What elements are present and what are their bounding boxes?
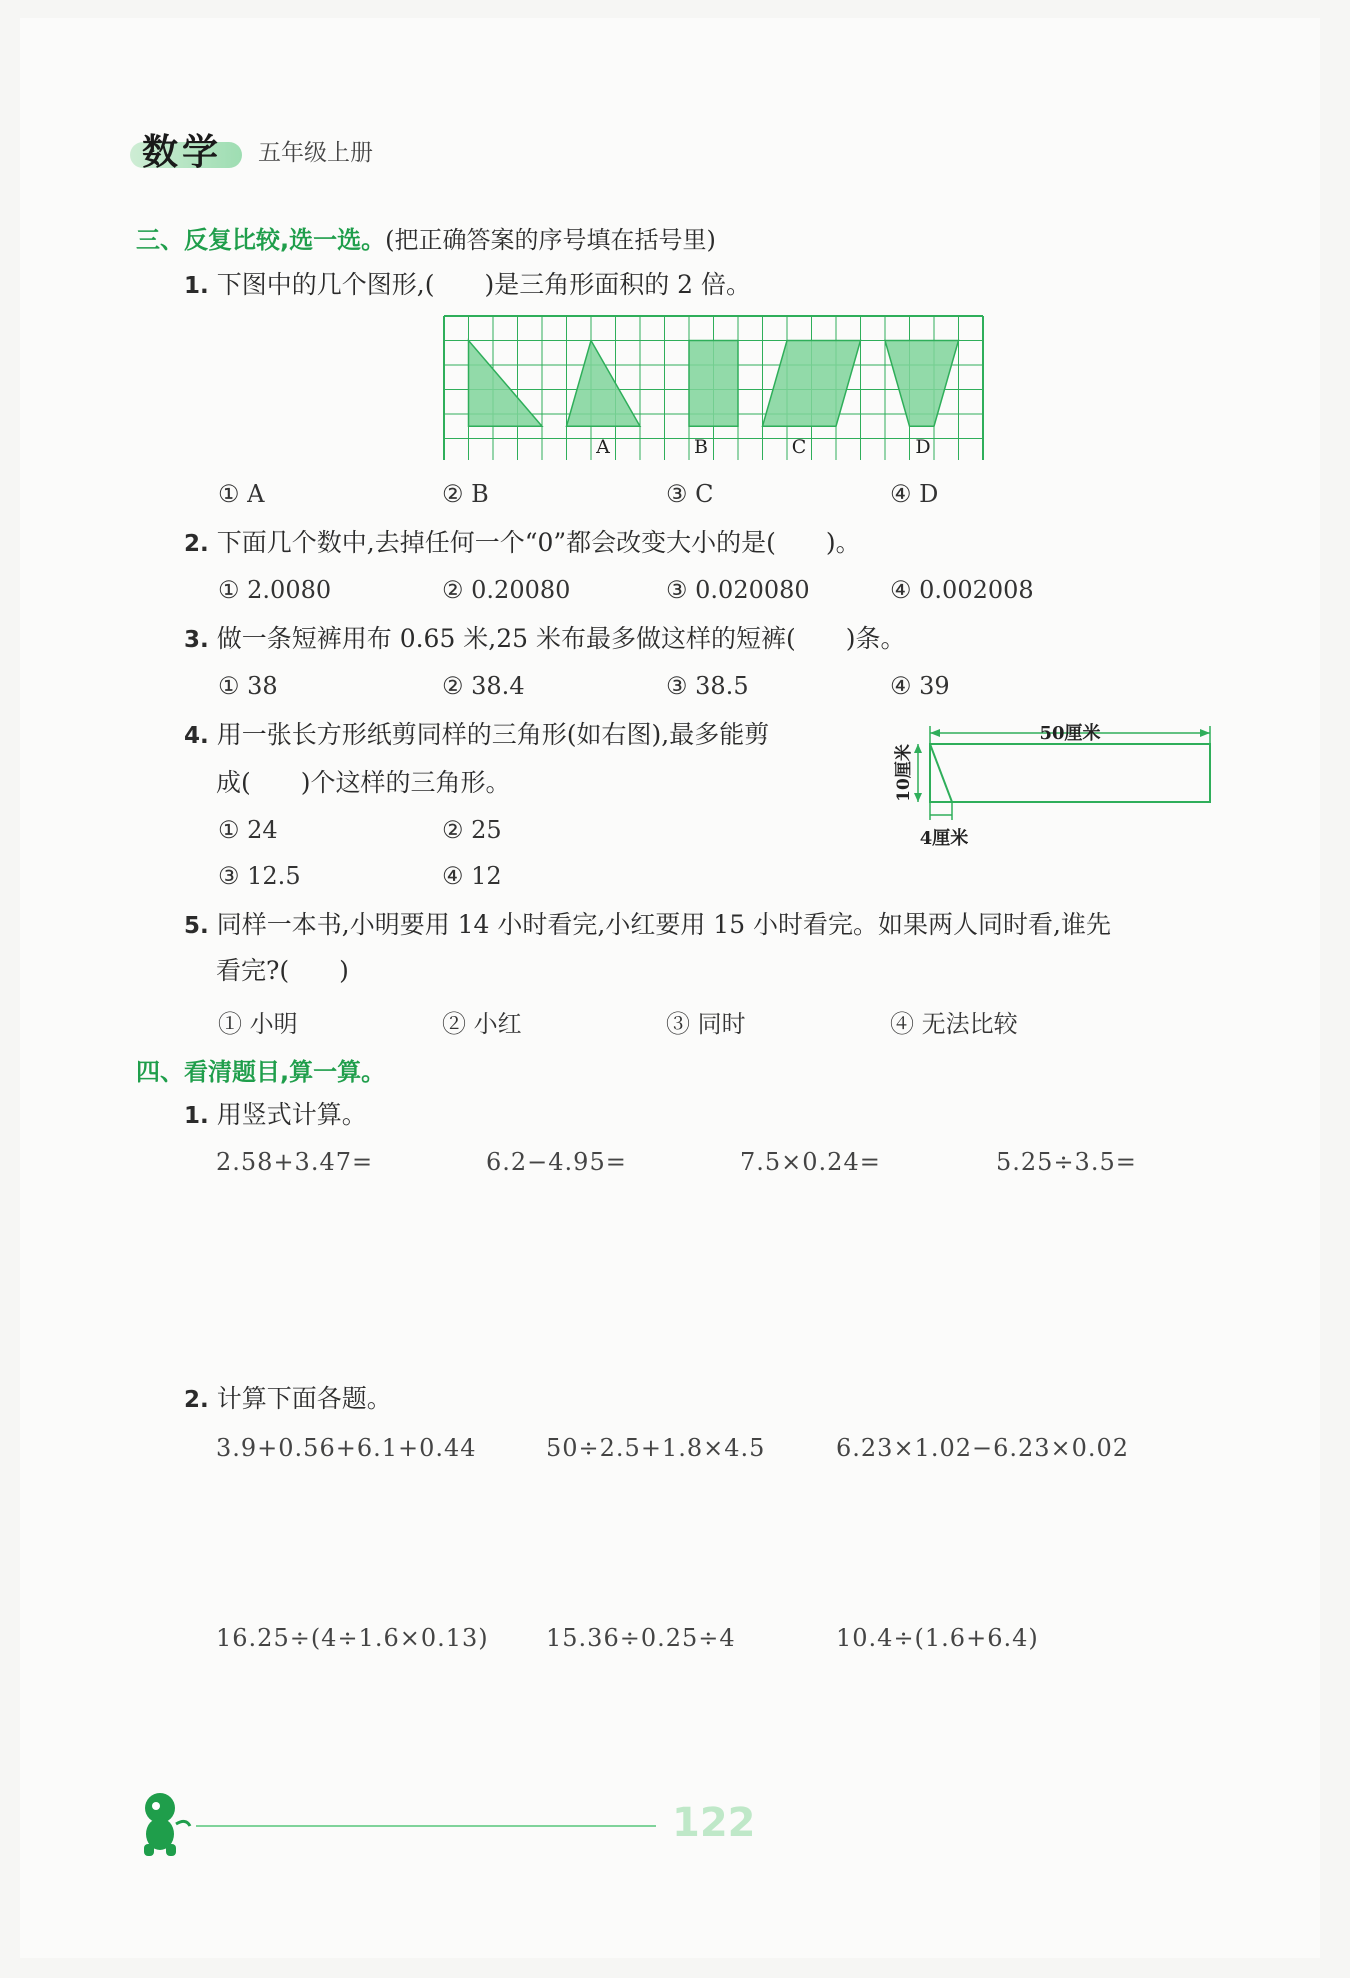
q2-option-2[interactable]: ② 0.20080: [442, 576, 571, 604]
shape-b-rectangle: [689, 341, 738, 427]
question-number: 2.: [184, 531, 209, 557]
vertical-calc-1: 2.58+3.47=: [216, 1148, 374, 1176]
calc-expression-2: 50÷2.5+1.8×4.5: [546, 1434, 766, 1462]
page-number: 122: [672, 1800, 756, 1846]
grade-label: 五年级上册: [258, 140, 373, 166]
shape-label-c: C: [791, 436, 807, 458]
question-number: 3.: [184, 627, 209, 653]
shapes-grid-figure: [442, 314, 986, 460]
question-text: 下图中的几个图形,( )是三角形面积的 2 倍。: [216, 270, 752, 299]
question-text-line1: 同样一本书,小明要用 14 小时看完,小红要用 15 小时看完。如果两人同时看,谁先: [216, 910, 1112, 939]
section-3-title: [136, 220, 716, 255]
question-text-line1: 用一张长方形纸剪同样的三角形(如右图),最多能剪: [216, 720, 770, 749]
vertical-calc-4: 5.25÷3.5=: [996, 1148, 1137, 1176]
workbook-page: [20, 18, 1320, 1958]
shape-a-triangle: [567, 341, 641, 427]
q1-option-3[interactable]: ③ C: [666, 480, 714, 508]
rectangle-paper-figure: [890, 712, 1230, 860]
section-3-note: (把正确答案的序号填在括号里): [385, 226, 716, 254]
q5-option-3[interactable]: ③ 同时: [666, 1010, 746, 1038]
vertical-calc-2: 6.2−4.95=: [486, 1148, 627, 1176]
q1-option-4[interactable]: ④ D: [890, 480, 939, 508]
calc-expression-1: 3.9+0.56+6.1+0.44: [216, 1434, 477, 1462]
question-3-4: [184, 718, 769, 753]
base-label: 4厘米: [919, 828, 969, 849]
question-text-line2: 成( )个这样的三角形。: [216, 768, 511, 797]
question-text: 下面几个数中,去掉任何一个“0”都会改变大小的是( )。: [216, 528, 861, 557]
q4-option-2[interactable]: ② 25: [442, 816, 502, 844]
q5-option-2[interactable]: ② 小红: [442, 1010, 522, 1038]
section-3-heading: 三、反复比较,选一选。: [136, 226, 386, 254]
q5-option-1[interactable]: ① 小明: [218, 1010, 298, 1038]
shape-d-trapezoid: [885, 341, 959, 427]
question-text: 计算下面各题。: [216, 1384, 392, 1413]
q1-option-2[interactable]: ② B: [442, 480, 489, 508]
calc-expression-6: 10.4÷(1.6+6.4): [836, 1624, 1039, 1652]
reference-triangle: [469, 341, 543, 427]
calc-expression-3: 6.23×1.02−6.23×0.02: [836, 1434, 1130, 1462]
question-3-5: [184, 908, 1111, 943]
q4-option-1[interactable]: ① 24: [218, 816, 278, 844]
q3-option-3[interactable]: ③ 38.5: [666, 672, 749, 700]
q1-option-1[interactable]: ① A: [218, 480, 265, 508]
q3-option-2[interactable]: ② 38.4: [442, 672, 525, 700]
question-3-3: [184, 622, 906, 657]
question-number: 2.: [184, 1387, 209, 1413]
q5-option-4[interactable]: ④ 无法比较: [890, 1010, 1018, 1038]
calc-expression-5: 15.36÷0.25÷4: [546, 1624, 736, 1652]
subject-title: 数学: [142, 132, 223, 173]
q4-option-4[interactable]: ④ 12: [442, 862, 502, 890]
question-text: 用竖式计算。: [216, 1100, 367, 1129]
q4-option-3[interactable]: ③ 12.5: [218, 862, 301, 890]
question-number: 4.: [184, 723, 209, 749]
question-4-1: [184, 1098, 367, 1133]
vertical-calc-3: 7.5×0.24=: [740, 1148, 881, 1176]
shape-label-d: D: [915, 436, 931, 458]
q3-option-4[interactable]: ④ 39: [890, 672, 950, 700]
length-label: 50厘米: [1039, 723, 1101, 744]
shape-label-b: B: [694, 436, 708, 458]
question-text-line2: 看完?( ): [216, 956, 349, 985]
q3-option-1[interactable]: ① 38: [218, 672, 278, 700]
q2-option-3[interactable]: ③ 0.020080: [666, 576, 810, 604]
calc-expression-4: 16.25÷(4÷1.6×0.13): [216, 1624, 489, 1652]
question-number: 5.: [184, 913, 209, 939]
question-3-1: [184, 268, 751, 303]
question-number: 1.: [184, 273, 209, 299]
mascot-icon: [130, 1788, 196, 1860]
section-4-title: 四、看清题目,算一算。: [136, 1058, 386, 1086]
shape-label-a: A: [596, 436, 610, 458]
height-label: 10厘米: [894, 744, 914, 802]
q2-option-4[interactable]: ④ 0.002008: [890, 576, 1034, 604]
shape-c-parallelogram: [763, 341, 861, 427]
question-number: 1.: [184, 1103, 209, 1129]
question-text: 做一条短裤用布 0.65 米,25 米布最多做这样的短裤( )条。: [216, 624, 906, 653]
q2-option-1[interactable]: ① 2.0080: [218, 576, 332, 604]
footer-line: [196, 1825, 656, 1827]
question-4-2: [184, 1382, 392, 1417]
question-3-2: [184, 526, 861, 561]
